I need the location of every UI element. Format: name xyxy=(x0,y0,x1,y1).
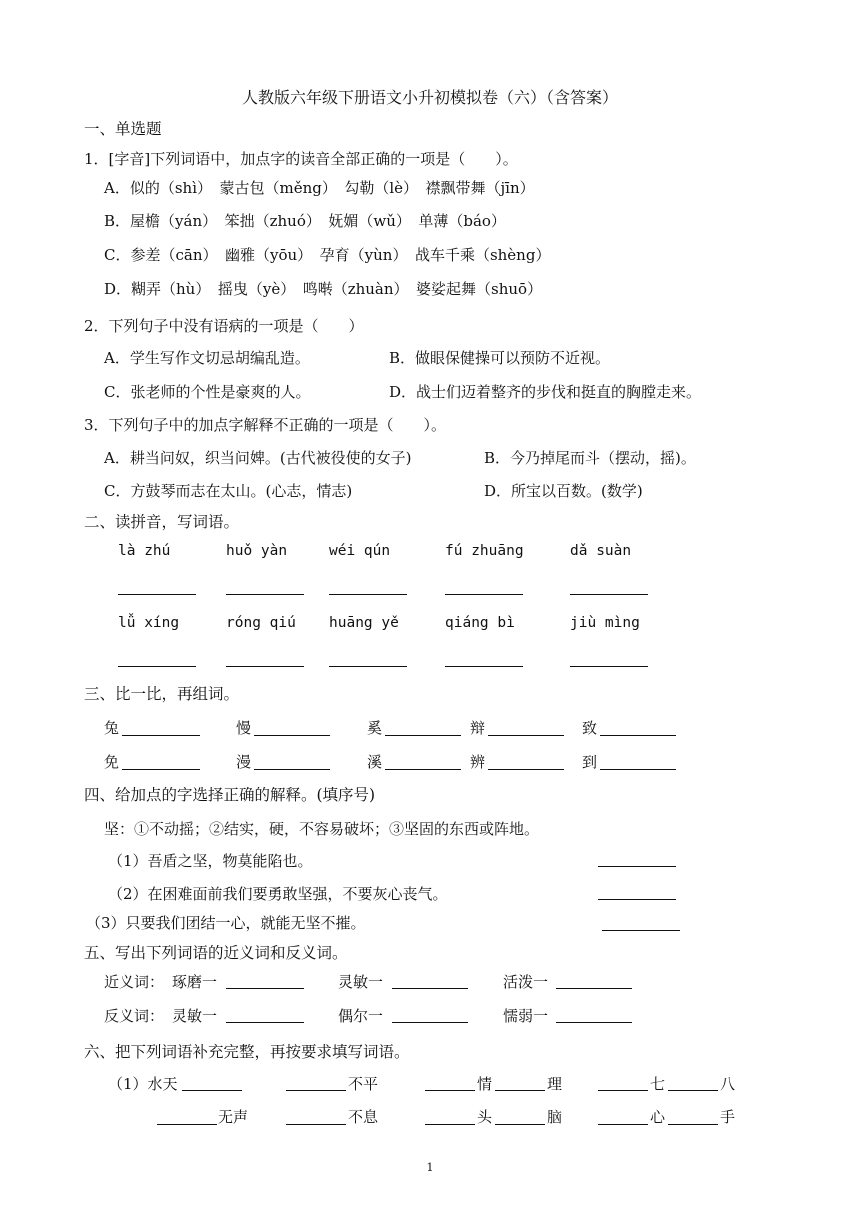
antonym-item: 偶尔一 xyxy=(338,1007,384,1025)
answer-blank[interactable] xyxy=(668,1090,718,1091)
q3-option-c: C．方鼓琴而志在太山。(心志，情志) xyxy=(104,482,353,500)
synonym-item: 灵敏一 xyxy=(338,973,384,991)
compare-char: 致 xyxy=(582,719,598,737)
q3-option-d: D．所宝以百数。(数学) xyxy=(484,482,643,500)
antonym-label: 反义词： xyxy=(104,1007,165,1025)
sentence-3: （3）只要我们团结一心，就能无坚不摧。 xyxy=(86,914,366,932)
section-1-heading: 一、单选题 xyxy=(84,120,162,138)
q3-option-a: A．耕当问奴，织当问婢。(古代被役使的女子) xyxy=(104,449,412,467)
pinyin-item: róng qiú xyxy=(226,615,296,631)
synonym-label: 近义词： xyxy=(104,973,165,991)
answer-blank[interactable] xyxy=(254,769,330,770)
answer-blank[interactable] xyxy=(254,735,330,736)
q1-option-d: D．糊弄（hù） 摇曳（yè） 鸣啭（zhuàn） 婆娑起舞（shuō） xyxy=(104,280,543,298)
compare-char: 漫 xyxy=(236,753,252,771)
idiom-prefix: （1）水天 xyxy=(108,1075,178,1093)
definition-text: 坚：①不动摇；②结实，硬，不容易破坏；③坚固的东西或阵地。 xyxy=(104,820,540,838)
antonym-item: 懦弱一 xyxy=(503,1007,549,1025)
answer-blank[interactable] xyxy=(392,1022,468,1023)
idiom-part: 理 xyxy=(547,1075,563,1093)
answer-blank[interactable] xyxy=(488,735,564,736)
answer-blank[interactable] xyxy=(570,666,648,667)
answer-blank[interactable] xyxy=(329,666,407,667)
answer-blank[interactable] xyxy=(385,735,461,736)
idiom-part: 无声 xyxy=(218,1108,249,1126)
compare-char: 慢 xyxy=(236,719,252,737)
answer-blank[interactable] xyxy=(226,988,304,989)
section-4-heading: 四、给加点的字选择正确的解释。(填序号) xyxy=(84,786,376,804)
answer-blank[interactable] xyxy=(329,594,407,595)
pinyin-item: wéi qún xyxy=(329,543,391,559)
pinyin-item: là zhú xyxy=(118,543,171,559)
q2-option-a: A．学生写作文切忌胡编乱造。 xyxy=(104,349,310,367)
idiom-part: 心 xyxy=(650,1108,666,1126)
answer-blank[interactable] xyxy=(488,769,564,770)
answer-blank[interactable] xyxy=(226,666,304,667)
answer-blank[interactable] xyxy=(495,1090,545,1091)
compare-char: 兔 xyxy=(104,719,120,737)
answer-blank[interactable] xyxy=(425,1124,475,1125)
pinyin-item: huǒ yàn xyxy=(226,543,288,559)
answer-blank[interactable] xyxy=(226,1022,304,1023)
section-2-heading: 二、读拼音，写词语。 xyxy=(84,513,240,531)
answer-blank[interactable] xyxy=(600,735,676,736)
antonym-item: 灵敏一 xyxy=(172,1007,218,1025)
answer-blank[interactable] xyxy=(602,930,680,931)
sentence-1: （1）吾盾之坚，物莫能陷也。 xyxy=(108,852,313,870)
answer-blank[interactable] xyxy=(157,1124,217,1125)
answer-blank[interactable] xyxy=(118,666,196,667)
compare-char: 辩 xyxy=(470,719,486,737)
answer-blank[interactable] xyxy=(445,594,523,595)
answer-blank[interactable] xyxy=(570,594,648,595)
answer-blank[interactable] xyxy=(598,899,676,900)
compare-char: 免 xyxy=(104,753,120,771)
answer-blank[interactable] xyxy=(598,866,676,867)
synonym-item: 琢磨一 xyxy=(172,973,218,991)
answer-blank[interactable] xyxy=(122,735,200,736)
q2-option-b: B．做眼保健操可以预防不近视。 xyxy=(389,349,611,367)
q2-option-d: D．战士们迈着整齐的步伐和挺直的胸膛走来。 xyxy=(389,383,702,401)
compare-char: 到 xyxy=(582,753,598,771)
section-5-heading: 五、写出下列词语的近义词和反义词。 xyxy=(84,944,348,962)
compare-char: 奚 xyxy=(367,719,383,737)
answer-blank[interactable] xyxy=(668,1124,718,1125)
q2-option-c: C．张老师的个性是豪爽的人。 xyxy=(104,383,311,401)
answer-blank[interactable] xyxy=(425,1090,475,1091)
compare-char: 溪 xyxy=(367,753,383,771)
answer-blank[interactable] xyxy=(495,1124,545,1125)
idiom-part: 情 xyxy=(477,1075,493,1093)
pinyin-item: qiáng bì xyxy=(445,615,515,631)
idiom-part: 八 xyxy=(720,1075,736,1093)
idiom-part: 七 xyxy=(650,1075,666,1093)
idiom-part: 手 xyxy=(720,1108,736,1126)
compare-char: 辨 xyxy=(470,753,486,771)
q2-stem: 2．下列句子中没有语病的一项是（ ） xyxy=(84,317,364,335)
q1-option-a: A．似的（shì） 蒙古包（měng） 勾勒（lè） 襟飘带舞（jīn） xyxy=(104,179,535,197)
answer-blank[interactable] xyxy=(286,1090,346,1091)
pinyin-item: jiù mìng xyxy=(570,615,640,631)
answer-blank[interactable] xyxy=(226,594,304,595)
answer-blank[interactable] xyxy=(445,666,523,667)
page-title: 人教版六年级下册语文小升初模拟卷（六）（含答案） xyxy=(241,88,618,107)
page-number: 1 xyxy=(426,1161,434,1174)
answer-blank[interactable] xyxy=(556,988,632,989)
sentence-2: （2）在困难面前我们要勇敢坚强，不要灰心丧气。 xyxy=(108,885,448,903)
q1-stem: 1．[字音]下列词语中，加点字的读音全部正确的一项是（ ）。 xyxy=(84,150,518,168)
idiom-part: 不平 xyxy=(348,1075,379,1093)
idiom-part: 头 xyxy=(477,1108,493,1126)
answer-blank[interactable] xyxy=(598,1090,648,1091)
answer-blank[interactable] xyxy=(600,769,676,770)
q3-stem: 3．下列句子中的加点字解释不正确的一项是（ ）。 xyxy=(84,416,447,434)
idiom-part: 脑 xyxy=(547,1108,563,1126)
answer-blank[interactable] xyxy=(385,769,461,770)
section-3-heading: 三、比一比，再组词。 xyxy=(84,685,240,703)
answer-blank[interactable] xyxy=(182,1090,242,1091)
synonym-item: 活泼一 xyxy=(503,973,549,991)
answer-blank[interactable] xyxy=(118,594,196,595)
q1-option-c: C．参差（cān） 幽雅（yōu） 孕育（yùn） 战车千乘（shèng） xyxy=(104,246,551,264)
pinyin-item: lǚ xíng xyxy=(118,615,180,631)
answer-blank[interactable] xyxy=(598,1124,648,1125)
section-6-heading: 六、把下列词语补充完整，再按要求填写词语。 xyxy=(84,1043,410,1061)
answer-blank[interactable] xyxy=(286,1124,346,1125)
q1-option-b: B．屋檐（yán） 笨拙（zhuó） 妩媚（wǔ） 单薄（báo） xyxy=(104,212,506,230)
answer-blank[interactable] xyxy=(122,769,200,770)
pinyin-item: fú zhuāng xyxy=(445,543,524,559)
idiom-part: 不息 xyxy=(348,1108,379,1126)
answer-blank[interactable] xyxy=(556,1022,632,1023)
answer-blank[interactable] xyxy=(392,988,468,989)
pinyin-item: dǎ suàn xyxy=(570,543,632,559)
q3-option-b: B．今乃掉尾而斗（摆动，摇)。 xyxy=(484,449,696,467)
pinyin-item: huāng yě xyxy=(329,615,399,631)
